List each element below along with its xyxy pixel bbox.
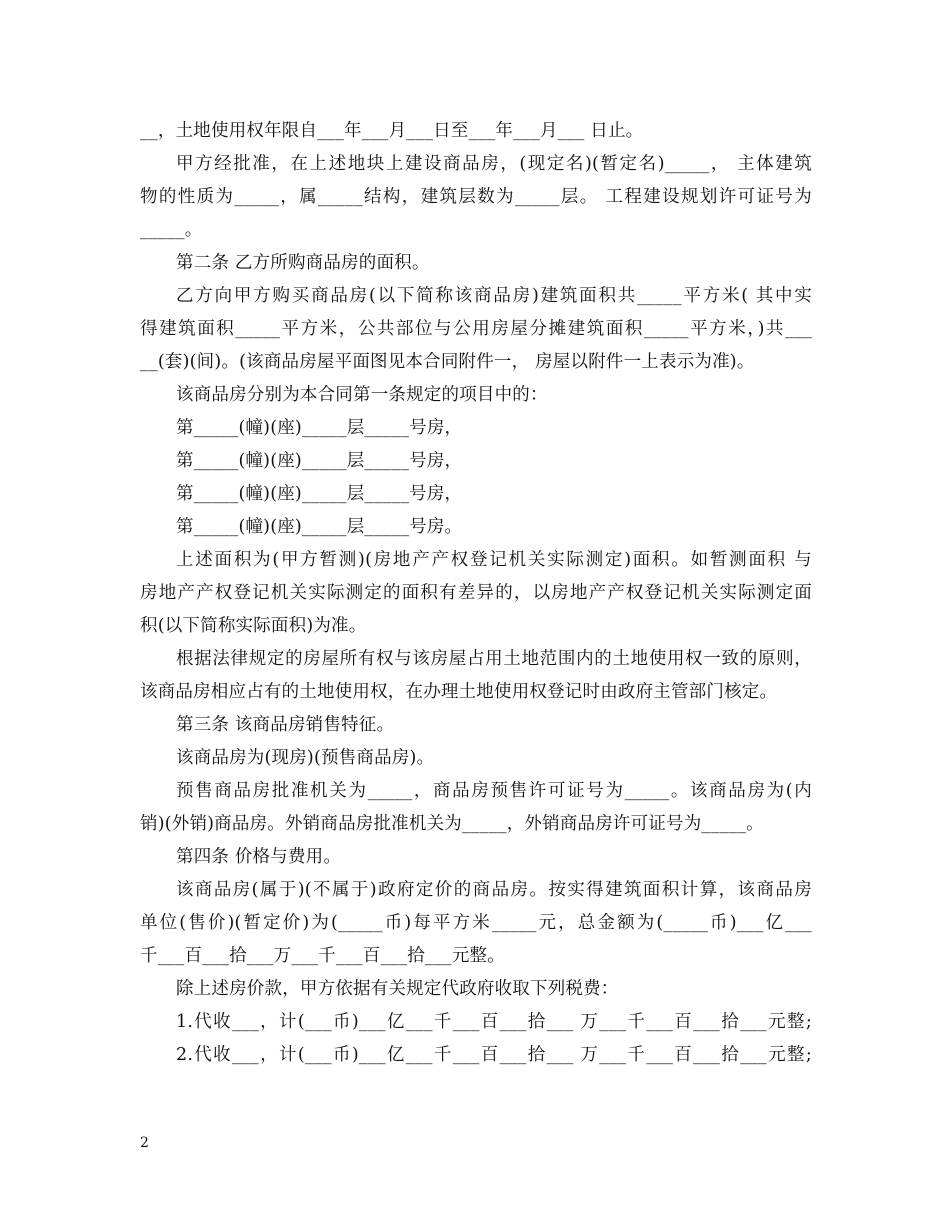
text-line: 该商品房相应占有的土地使用权，在办理土地使用权登记时由政府主管部门核定。 — [140, 682, 778, 702]
page-number: 2 — [140, 1135, 149, 1151]
text-line: __，土地使用权年限自___年___月___日至___年___月___ 日止。 — [140, 121, 644, 141]
text-line: 根据法律规定的房屋所有权与该房屋占用土地范围内的土地使用权一致的原则， — [176, 649, 812, 669]
article-heading: 第二条 乙方所购商品房的面积。 — [176, 253, 430, 273]
text-line: 该商品房分别为本合同第一条规定的项目中的： — [176, 385, 548, 405]
text-line: __(套)(间)。(该商品房屋平面图见本合同附件一， 房屋以附件一上表示为准)。 — [140, 352, 755, 372]
contract-body — [140, 115, 812, 1072]
text-line: 第_____(幢)(座)_____层_____号房。 — [176, 517, 463, 537]
text-line: 上述面积为(甲方暂测)(房地产产权登记机关实际测定)面积。如暂测面积 与 — [176, 550, 812, 570]
text-line: 甲方经批准，在上述地块上建设商品房，(现定名)(暂定名)_____， 主体建筑 — [176, 154, 812, 174]
text-line: 销)(外销)商品房。外销商品房批准机关为_____，外销商品房许可证号为_____。 — [140, 814, 764, 834]
text-line: _____。 — [140, 220, 203, 240]
article-heading: 第四条 价格与费用。 — [176, 847, 342, 867]
article-heading: 第三条 该商品房销售特征。 — [176, 715, 395, 735]
text-line: 千___百___拾___万___千___百___拾___元整。 — [140, 946, 505, 966]
text-line: 除上述房价款，甲方依据有关规定代政府收取下列税费： — [176, 979, 619, 999]
text-line: 房地产产权登记机关实际测定的面积有差异的，以房地产产权登记机关实际测定面 — [140, 583, 812, 603]
text-line: 第_____(幢)(座)_____层_____号房， — [176, 451, 463, 471]
fee-line: 1.代收___，计(___币)___亿___千___百___拾___ 万___千___百___拾___元整; — [176, 1012, 812, 1032]
text-line: 积(以下简称实际面积)为准。 — [140, 616, 367, 636]
text-line: 第_____(幢)(座)_____层_____号房， — [176, 418, 463, 438]
text-line: 得建筑面积_____平方米，公共部位与公用房屋分摊建筑面积_____平方米，)共___ — [140, 319, 812, 339]
text-line: 物的性质为_____，属_____结构，建筑层数为_____层。 工程建设规划许可证号为 — [140, 187, 812, 207]
text-line: 乙方向甲方购买商品房(以下简称该商品房)建筑面积共_____平方米( 其中实 — [176, 286, 812, 306]
text-line: 单位(售价)(暂定价)为(_____币)每平方米_____元，总金额为(_____币)___亿___ — [140, 913, 812, 933]
text-line: 第_____(幢)(座)_____层_____号房， — [176, 484, 463, 504]
text-line: 该商品房(属于)(不属于)政府定价的商品房。按实得建筑面积计算，该商品房 — [176, 880, 812, 900]
fee-line: 2.代收___，计(___币)___亿___千___百___拾___ 万___千___百___拾___元整; — [176, 1045, 812, 1065]
text-line: 该商品房为(现房)(预售商品房)。 — [176, 748, 435, 768]
text-line: 预售商品房批准机关为_____，商品房预售许可证号为_____。该商品房为(内 — [176, 781, 812, 801]
